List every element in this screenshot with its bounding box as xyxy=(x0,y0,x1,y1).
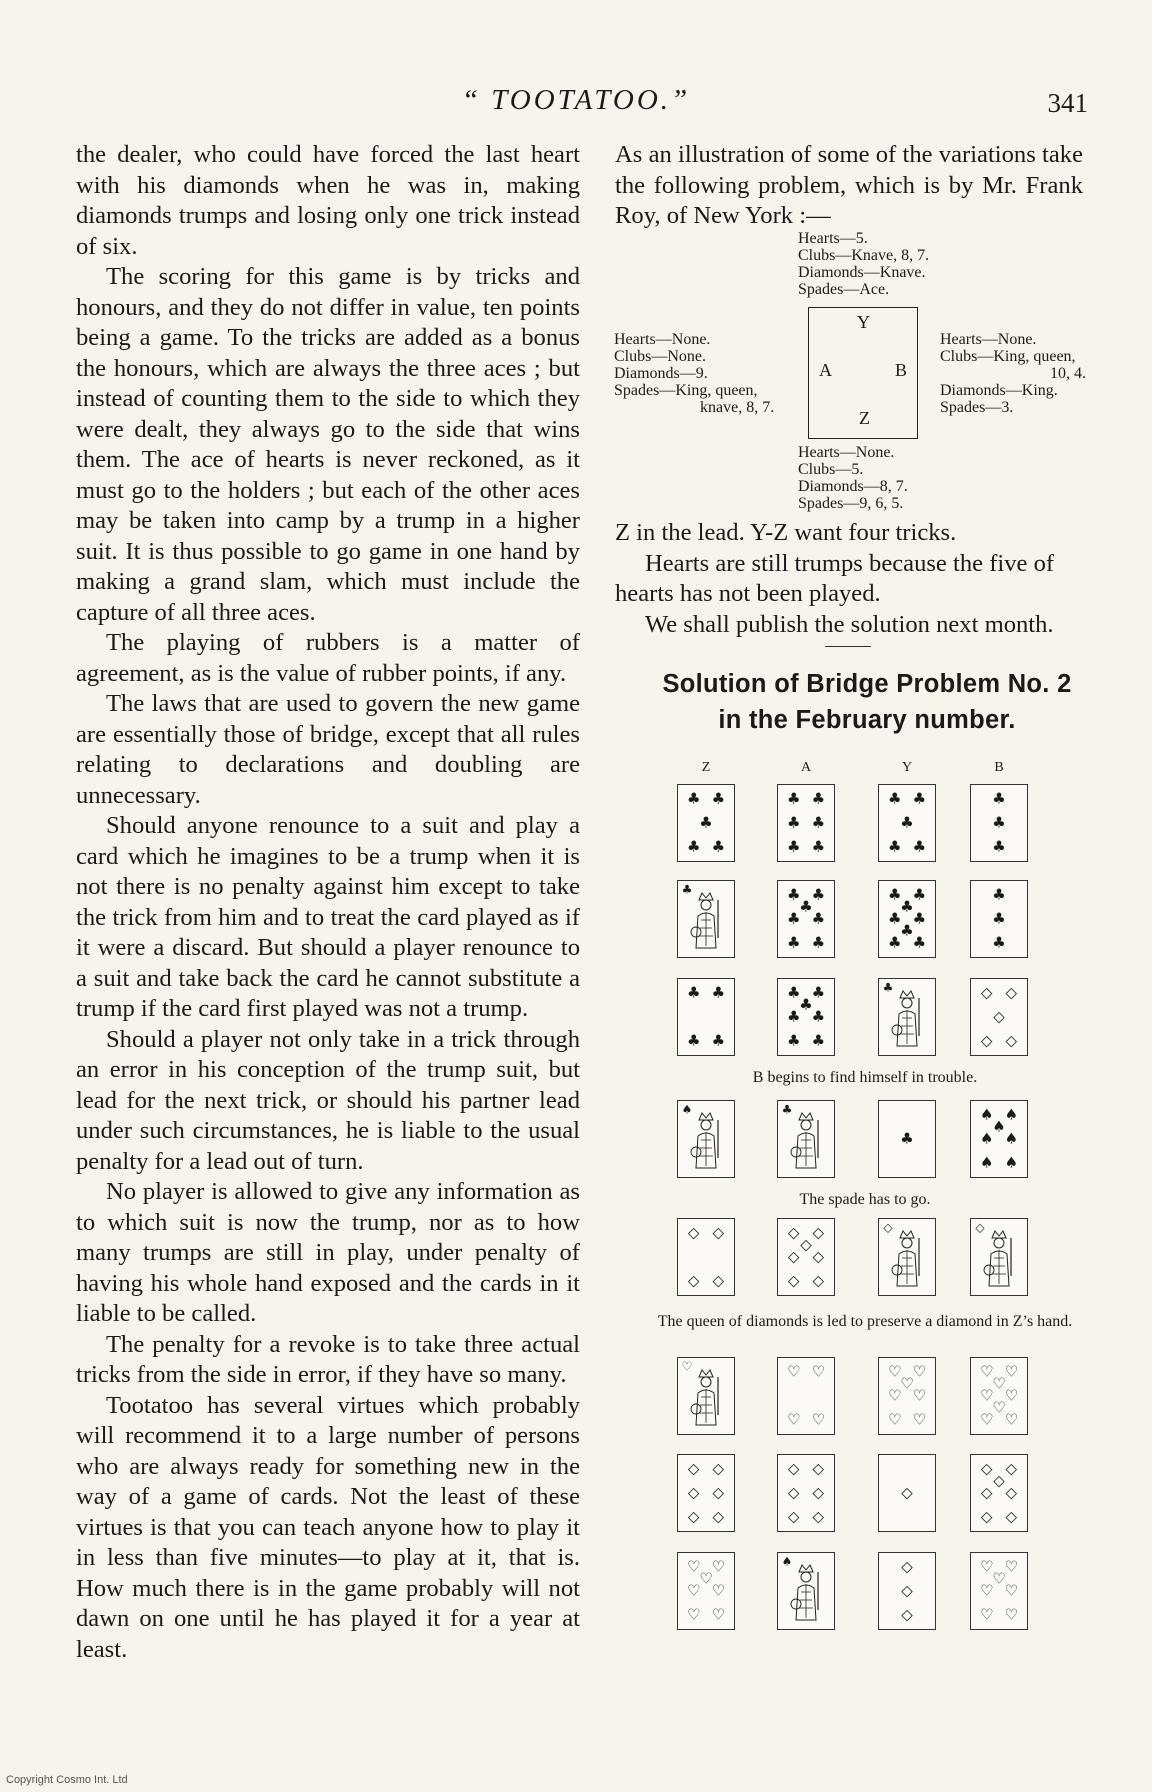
diamond-icon: ◇ xyxy=(1005,1507,1018,1526)
heart-icon: ♡ xyxy=(1004,1362,1019,1381)
trick-caption: The queen of diamonds is led to preserve a diamond in Z’s hand. xyxy=(657,1313,1073,1330)
heart-icon: ♡ xyxy=(686,1581,701,1600)
playing-card xyxy=(777,784,835,862)
paragraph: the dealer, who could have forced the last heart with his diamonds when he was in, making diamonds trumps and losing only one trick instead of six. xyxy=(76,141,580,260)
club-icon: ♣ xyxy=(786,813,801,832)
diamond-icon: ◇ xyxy=(687,1223,700,1242)
club-icon: ♣ xyxy=(992,933,1006,952)
diamond-icon: ◇ xyxy=(901,1581,913,1600)
paragraph: Hearts are still trumps because the five of hearts has not been played. xyxy=(615,549,1055,607)
playing-card xyxy=(777,880,835,958)
club-icon: ♣ xyxy=(786,983,801,1002)
paragraph: The penalty for a revoke is to take three actual tricks from the side in error, if they have so many. xyxy=(76,1330,580,1388)
trick-caption: The spade has to go. xyxy=(799,1191,931,1208)
diamond-icon: ◇ xyxy=(712,1483,725,1502)
club-icon: ♣ xyxy=(992,789,1006,808)
playing-card xyxy=(970,1552,1028,1630)
heart-icon: ♡ xyxy=(992,1374,1006,1393)
heart-icon: ♡ xyxy=(711,1557,726,1576)
club-icon: ♣ xyxy=(900,1129,914,1148)
club-icon: ♣ xyxy=(811,1031,826,1050)
club-icon: ♣ xyxy=(992,837,1006,856)
spade-icon: ♠ xyxy=(681,1102,693,1117)
hand-line: Hearts—None. xyxy=(940,331,1037,348)
club-icon: ♣ xyxy=(912,885,927,904)
club-icon: ♣ xyxy=(686,837,701,856)
diamond-icon: ◇ xyxy=(883,1220,893,1235)
column-label: B xyxy=(994,760,1004,775)
hand-line: Spades—9, 6, 5. xyxy=(798,495,904,512)
club-icon: ♣ xyxy=(699,813,713,832)
club-icon: ♣ xyxy=(811,885,826,904)
club-icon: ♣ xyxy=(811,789,826,808)
diamond-icon: ◇ xyxy=(687,1483,700,1502)
paragraph: As an illustration of some of the variations take the following problem, which is by Mr. Frank Roy, of New York :— xyxy=(615,141,1083,229)
club-icon: ♣ xyxy=(811,909,826,928)
playing-card xyxy=(970,1357,1028,1435)
club-icon: ♣ xyxy=(811,813,826,832)
playing-card xyxy=(677,1454,735,1532)
heart-icon: ♡ xyxy=(811,1362,826,1381)
spade-icon: ♠ xyxy=(979,1129,994,1148)
spade-icon: ♠ xyxy=(1004,1129,1019,1148)
heart-icon: ♡ xyxy=(887,1362,902,1381)
club-icon: ♣ xyxy=(900,897,914,916)
club-icon: ♣ xyxy=(711,789,726,808)
diamond-icon: ◇ xyxy=(993,1471,1005,1490)
club-icon: ♣ xyxy=(912,789,927,808)
spade-icon: ♠ xyxy=(979,1105,994,1124)
club-icon: ♣ xyxy=(811,933,826,952)
playing-card xyxy=(677,1218,735,1296)
hand-line: Clubs—None. xyxy=(614,348,706,365)
running-title: “ TOOTATOO.” xyxy=(461,84,691,116)
club-icon: ♣ xyxy=(887,837,902,856)
diamond-icon: ◇ xyxy=(687,1507,700,1526)
heart-icon: ♡ xyxy=(979,1410,994,1429)
heart-icon: ♡ xyxy=(979,1362,994,1381)
diamond-icon: ◇ xyxy=(800,1235,812,1254)
heart-icon: ♡ xyxy=(912,1410,927,1429)
paragraph: Should a player not only take in a trick through an error in his conception of the trump suit, but lead for the next trick, or should his partner lead under such circumstances, he is liable to the usual penalty for a lead out of turn. xyxy=(76,1025,580,1175)
heart-icon: ♡ xyxy=(711,1581,726,1600)
hand-line: Clubs—King, queen, xyxy=(940,348,1076,365)
page-number: 341 xyxy=(1047,88,1088,118)
playing-card xyxy=(677,978,735,1056)
club-icon: ♣ xyxy=(786,885,801,904)
diamond-icon: ◇ xyxy=(1005,1459,1018,1478)
club-icon: ♣ xyxy=(887,933,902,952)
playing-card xyxy=(970,1100,1028,1178)
club-icon: ♣ xyxy=(681,882,693,897)
playing-card xyxy=(677,1100,735,1178)
club-icon: ♣ xyxy=(882,980,894,995)
playing-card xyxy=(878,784,936,862)
seat-label: Y xyxy=(857,312,870,332)
heart-icon: ♡ xyxy=(1004,1605,1019,1624)
paragraph: No player is allowed to give any information as to which suit is now the trump, nor as to how many trumps are still in play, under penalty of having his whole hand exposed and the cards in it liable to be called. xyxy=(76,1178,580,1327)
club-icon: ♣ xyxy=(781,1102,793,1117)
spade-icon: ♠ xyxy=(781,1554,793,1569)
playing-card xyxy=(677,1552,735,1630)
hand-line: Clubs—Knave, 8, 7. xyxy=(798,247,930,264)
playing-card xyxy=(777,1454,835,1532)
hand-line: Spades—Ace. xyxy=(798,281,890,298)
playing-card xyxy=(878,978,936,1056)
club-icon: ♣ xyxy=(799,897,813,916)
paragraph: The laws that are used to govern the new game are essentially those of bridge, except that all rules relating to declarations and doubling are unnecessary. xyxy=(76,690,580,809)
diamond-icon: ◇ xyxy=(993,1007,1005,1026)
heart-icon: ♡ xyxy=(979,1557,994,1576)
heart-icon: ♡ xyxy=(711,1605,726,1624)
heart-icon: ♡ xyxy=(1004,1557,1019,1576)
paragraph: The scoring for this game is by tricks and honours, and they do not differ in value, ten points being a game. To the tricks are added as a bonus the honours, which are always the three aces ; but instead of counting them to the side to which they were dealt, they always go to the side that wins them. The ace of hearts is never reckoned, as it must go to the holders ; but each of the other aces may be taken into camp by a trump in a higher suit. It is thus possible to go game in one hand by making a grand slam, which must include the capture of all three aces. xyxy=(76,263,580,626)
diamond-icon: ◇ xyxy=(787,1459,800,1478)
heart-icon: ♡ xyxy=(1004,1386,1019,1405)
playing-card xyxy=(970,1218,1028,1296)
playing-card xyxy=(878,1454,936,1532)
playing-card xyxy=(878,1100,936,1178)
club-icon: ♣ xyxy=(912,909,927,928)
club-icon: ♣ xyxy=(686,1031,701,1050)
heart-icon: ♡ xyxy=(1004,1410,1019,1429)
heart-icon: ♡ xyxy=(887,1386,902,1405)
diamond-icon: ◇ xyxy=(712,1271,725,1290)
hand-line: knave, 8, 7. xyxy=(700,399,775,416)
paragraph: Tootatoo has several virtues which probably will recommend it to a large number of persons who are always ready for something new in the way of a game of cards. Not the least of these virtues is that you can teach anyone how to play it in less than five minutes—to play at it, that is. How much there is in the game probably will not dawn on one until he has played it for a year at least. xyxy=(76,1391,580,1663)
club-icon: ♣ xyxy=(786,933,801,952)
heart-icon: ♡ xyxy=(786,1362,801,1381)
paragraph: We shall publish the solution next month. xyxy=(645,610,1054,638)
club-icon: ♣ xyxy=(686,983,701,1002)
club-icon: ♣ xyxy=(786,837,801,856)
hand-line: Hearts—None. xyxy=(798,444,895,461)
diamond-icon: ◇ xyxy=(787,1507,800,1526)
diamond-icon: ◇ xyxy=(901,1557,913,1576)
heart-icon: ♡ xyxy=(699,1569,713,1588)
diamond-icon: ◇ xyxy=(1005,983,1018,1002)
diamond-icon: ◇ xyxy=(812,1507,825,1526)
diamond-icon: ◇ xyxy=(901,1605,913,1624)
club-icon: ♣ xyxy=(887,789,902,808)
playing-card xyxy=(970,1454,1028,1532)
club-icon: ♣ xyxy=(992,885,1006,904)
hand-line: 10, 4. xyxy=(1050,365,1086,382)
hand-line: Diamonds—9. xyxy=(614,365,708,382)
club-icon: ♣ xyxy=(711,837,726,856)
diamond-icon: ◇ xyxy=(712,1507,725,1526)
club-icon: ♣ xyxy=(811,983,826,1002)
heading-line: in the February number. xyxy=(718,706,1016,734)
diamond-icon: ◇ xyxy=(980,1507,993,1526)
paragraph: Should anyone renounce to a suit and play a card which he imagines to be a trump when it is not there is no penalty against him except to take the trick from him and to treat the card played as if it were a discard. But should a player renounce to a suit and take back the card he cannot substitute a trump if the card first played was not a trump. xyxy=(76,812,580,1022)
playing-card xyxy=(970,880,1028,958)
diamond-icon: ◇ xyxy=(975,1220,985,1235)
club-icon: ♣ xyxy=(786,789,801,808)
hand-line: Hearts—None. xyxy=(614,331,711,348)
heart-icon: ♡ xyxy=(912,1362,927,1381)
hand-line: Clubs—5. xyxy=(798,461,864,478)
club-icon: ♣ xyxy=(799,995,813,1014)
heart-icon: ♡ xyxy=(979,1386,994,1405)
heart-icon: ♡ xyxy=(900,1374,914,1393)
club-icon: ♣ xyxy=(900,921,914,940)
playing-card xyxy=(677,880,735,958)
club-icon: ♣ xyxy=(711,983,726,1002)
club-icon: ♣ xyxy=(992,909,1006,928)
club-icon: ♣ xyxy=(912,837,927,856)
diamond-icon: ◇ xyxy=(980,983,993,1002)
copyright-watermark: Copyright Cosmo Int. Ltd xyxy=(6,1774,128,1786)
playing-card xyxy=(777,1357,835,1435)
club-icon: ♣ xyxy=(711,1031,726,1050)
playing-card xyxy=(777,978,835,1056)
diamond-icon: ◇ xyxy=(980,1031,993,1050)
hand-line: Spades—3. xyxy=(940,399,1014,416)
trick-caption: B begins to find himself in trouble. xyxy=(752,1069,978,1086)
paragraph: The playing of rubbers is a matter of agreement, as is the value of rubber points, if any. xyxy=(76,629,580,687)
club-icon: ♣ xyxy=(900,813,914,832)
playing-card xyxy=(677,784,735,862)
club-icon: ♣ xyxy=(786,1007,801,1026)
club-icon: ♣ xyxy=(992,813,1006,832)
heart-icon: ♡ xyxy=(992,1398,1006,1417)
diamond-icon: ◇ xyxy=(812,1271,825,1290)
heart-icon: ♡ xyxy=(979,1581,994,1600)
club-icon: ♣ xyxy=(912,933,927,952)
diamond-icon: ◇ xyxy=(712,1223,725,1242)
heart-icon: ♡ xyxy=(979,1605,994,1624)
diamond-icon: ◇ xyxy=(787,1247,800,1266)
diamond-icon: ◇ xyxy=(687,1459,700,1478)
diamond-icon: ◇ xyxy=(787,1271,800,1290)
spade-icon: ♠ xyxy=(992,1117,1006,1136)
diamond-icon: ◇ xyxy=(812,1223,825,1242)
column-label: Y xyxy=(901,760,913,775)
diamond-icon: ◇ xyxy=(812,1247,825,1266)
heart-icon: ♡ xyxy=(887,1410,902,1429)
playing-card xyxy=(970,978,1028,1056)
playing-card xyxy=(777,1100,835,1178)
spade-icon: ♠ xyxy=(1004,1153,1019,1172)
club-icon: ♣ xyxy=(786,1031,801,1050)
playing-card xyxy=(777,1218,835,1296)
hand-line: Spades—King, queen, xyxy=(614,382,758,399)
heart-icon: ♡ xyxy=(686,1605,701,1624)
heart-icon: ♡ xyxy=(686,1557,701,1576)
club-icon: ♣ xyxy=(811,837,826,856)
heart-icon: ♡ xyxy=(1004,1581,1019,1600)
seat-label: Z xyxy=(859,408,870,428)
club-icon: ♣ xyxy=(786,909,801,928)
paragraph: Z in the lead. Y-Z want four tricks. xyxy=(615,519,957,546)
heart-icon: ♡ xyxy=(681,1359,693,1374)
diamond-icon: ◇ xyxy=(787,1483,800,1502)
playing-card xyxy=(878,1218,936,1296)
diamond-icon: ◇ xyxy=(901,1483,913,1502)
heart-icon: ♡ xyxy=(992,1569,1006,1588)
spade-icon: ♠ xyxy=(1004,1105,1019,1124)
diamond-icon: ◇ xyxy=(812,1483,825,1502)
column-label: Z xyxy=(701,760,711,775)
seat-label: B xyxy=(895,360,908,380)
diamond-icon: ◇ xyxy=(712,1459,725,1478)
club-icon: ♣ xyxy=(887,909,902,928)
playing-card xyxy=(677,1357,735,1435)
spade-icon: ♠ xyxy=(979,1153,994,1172)
club-icon: ♣ xyxy=(811,1007,826,1026)
hand-line: Diamonds—King. xyxy=(940,382,1058,399)
diamond-icon: ◇ xyxy=(980,1459,993,1478)
heart-icon: ♡ xyxy=(786,1410,801,1429)
club-icon: ♣ xyxy=(686,789,701,808)
diamond-icon: ◇ xyxy=(787,1223,800,1242)
heading-line: Solution of Bridge Problem No. 2 xyxy=(662,670,1072,698)
playing-card xyxy=(777,1552,835,1630)
playing-card xyxy=(970,784,1028,862)
hand-line: Diamonds—8, 7. xyxy=(798,478,908,495)
diamond-icon: ◇ xyxy=(1005,1483,1018,1502)
heart-icon: ♡ xyxy=(811,1410,826,1429)
seat-label: A xyxy=(819,360,832,380)
hand-line: Diamonds—Knave. xyxy=(798,264,926,281)
hand-line: Hearts—5. xyxy=(798,230,868,247)
heart-icon: ♡ xyxy=(912,1386,927,1405)
diamond-icon: ◇ xyxy=(687,1271,700,1290)
diamond-icon: ◇ xyxy=(812,1459,825,1478)
playing-card xyxy=(878,1357,936,1435)
diamond-icon: ◇ xyxy=(1005,1031,1018,1050)
playing-card xyxy=(878,880,936,958)
playing-card xyxy=(878,1552,936,1630)
diamond-icon: ◇ xyxy=(980,1483,993,1502)
column-label: A xyxy=(800,760,812,775)
club-icon: ♣ xyxy=(887,885,902,904)
